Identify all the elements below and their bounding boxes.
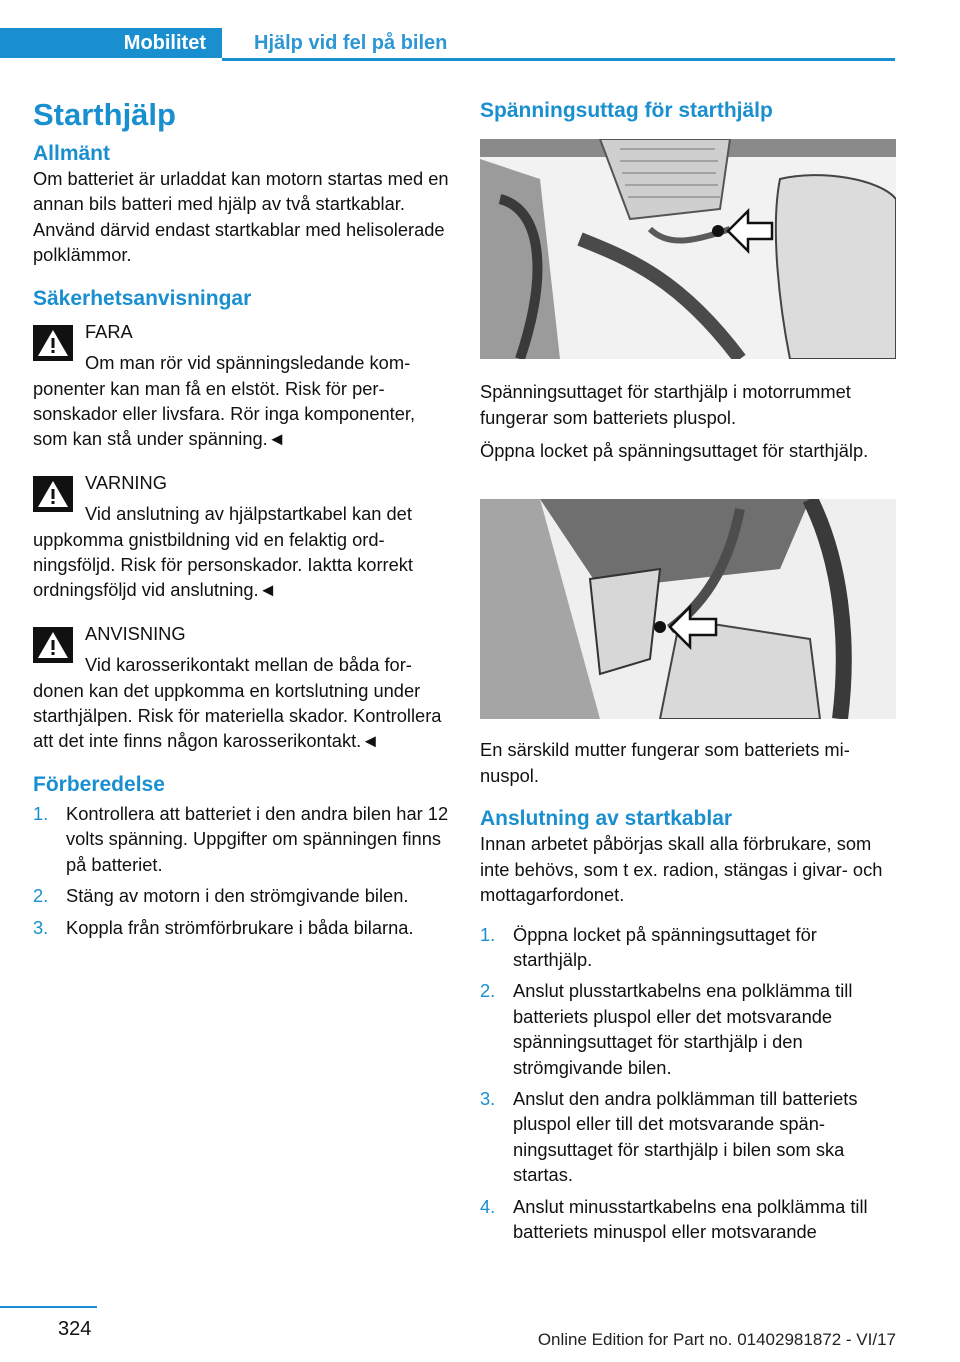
- step-number: 1.: [480, 923, 496, 945]
- connect-steps: [480, 922, 896, 1245]
- step-text: Stäng av motorn i den strömgivande bilen.: [66, 885, 409, 907]
- general-text: Om batteriet är urladdat kan motorn startas med en annan bils batteri med hjälp av två startkablar. Använd därvid endast startkablar med helisolerade polklämmor.: [33, 167, 449, 266]
- list-item: [33, 883, 451, 908]
- warning-block: [33, 470, 451, 603]
- caption-negative-nut: En särskild mutter fungerar som batteriets minuspol.: [480, 739, 850, 786]
- step-text: Anslut den andra polklämman till batteriets pluspol eller till det motsvarande spänningsuttaget för starthjälp i bilen som ska startas.: [513, 1088, 858, 1186]
- warning-text: Om man rör vid spänningsledande komponenter kan man få en elstöt. Risk för personskador eller livsfara. Rör inga komponenter, som kan stå under spänning.◄: [33, 352, 416, 450]
- edition-note: Online Edition for Part no. 01402981872 - VI/17: [537, 1330, 896, 1349]
- step-number: 3.: [33, 916, 49, 938]
- step-text: Kontrollera att batteriet i den andra bilen har 12 volts spänning. Uppgifter om spänningen finns på batteriet.: [66, 803, 449, 875]
- step-text: Öppna locket på spänningsuttaget för starthjälp.: [513, 923, 817, 971]
- general-heading: Allmänt: [33, 141, 111, 165]
- chapter-title: Hjälp vid fel på bilen: [254, 31, 448, 54]
- footer-rule: [0, 1306, 97, 1308]
- warning-text: Vid anslutning av hjälpstartkabel kan det uppkomma gnistbildning vid en felaktig ordningsföljd. Risk för personskador. Iaktta korrekt ordningsföljd vid anslutning.◄: [33, 503, 414, 601]
- warning-triangle-icon: [33, 325, 73, 361]
- list-item: [480, 978, 896, 1080]
- list-item: [33, 801, 451, 877]
- warning-title: VARNING: [85, 471, 167, 493]
- step-number: 4.: [480, 1195, 496, 1217]
- warning-triangle-icon: [33, 476, 73, 512]
- warning-block: [33, 621, 451, 754]
- caption-positive-socket: Spänningsuttaget för starthjälp i motorrummet fungerar som batteriets pluspol.: [480, 381, 851, 428]
- step-number: 3.: [480, 1088, 496, 1110]
- list-item: [33, 915, 451, 940]
- connect-intro: Innan arbetet påbörjas skall alla förbrukare, som inte behövs, som t ex. radion, stängas i givar- och mottagarfordonet.: [480, 833, 883, 906]
- warning-triangle-icon: [33, 627, 73, 663]
- right-column: [480, 96, 896, 1251]
- engine-bay-photo-positive-socket: [480, 139, 896, 359]
- left-column: [33, 96, 451, 946]
- step-text: Koppla från strömförbrukare i båda bilarna.: [66, 916, 414, 938]
- preparation-steps: [33, 801, 451, 940]
- list-item: [480, 922, 896, 973]
- page-title: Starthjälp: [33, 97, 176, 132]
- socket-heading: Spänningsuttag för starthjälp: [480, 99, 773, 122]
- warning-title: ANVISNING: [85, 622, 186, 644]
- engine-bay-photo-negative-nut: [480, 499, 896, 719]
- page-header: [0, 28, 895, 58]
- step-number: 2.: [480, 980, 496, 1002]
- step-number: 2.: [33, 885, 49, 907]
- step-number: 1.: [33, 803, 49, 825]
- safety-heading: Säkerhetsanvisningar: [33, 286, 252, 310]
- preparation-heading: Förberedelse: [33, 772, 165, 796]
- connect-heading: Anslutning av startkablar: [480, 807, 733, 831]
- list-item: [480, 1194, 896, 1245]
- step-text: Anslut minusstartkabelns ena polklämma till batteriets minuspol eller motsvarande: [513, 1195, 868, 1243]
- warning-title: FARA: [85, 320, 133, 342]
- page-number: 324: [58, 1318, 92, 1340]
- section-tab: Mobilitet: [0, 28, 222, 58]
- warning-block: [33, 319, 451, 452]
- header-rule: [222, 58, 895, 61]
- list-item: [480, 1086, 896, 1188]
- step-text: Anslut plusstartkabelns ena polklämma till batteriets pluspol eller det motsvarande spänningsuttaget för starthjälp i den strömgivande bilen.: [513, 980, 853, 1078]
- caption-open-lid: Öppna locket på spänningsuttaget för starthjälp.: [480, 440, 869, 461]
- warning-text: Vid karosserikontakt mellan de båda fordonen kan det uppkomma en kortslutning under starthjälpen. Risk för materiella skador. Kontrollera att det inte finns någon karosserikontakt.◄: [33, 654, 442, 752]
